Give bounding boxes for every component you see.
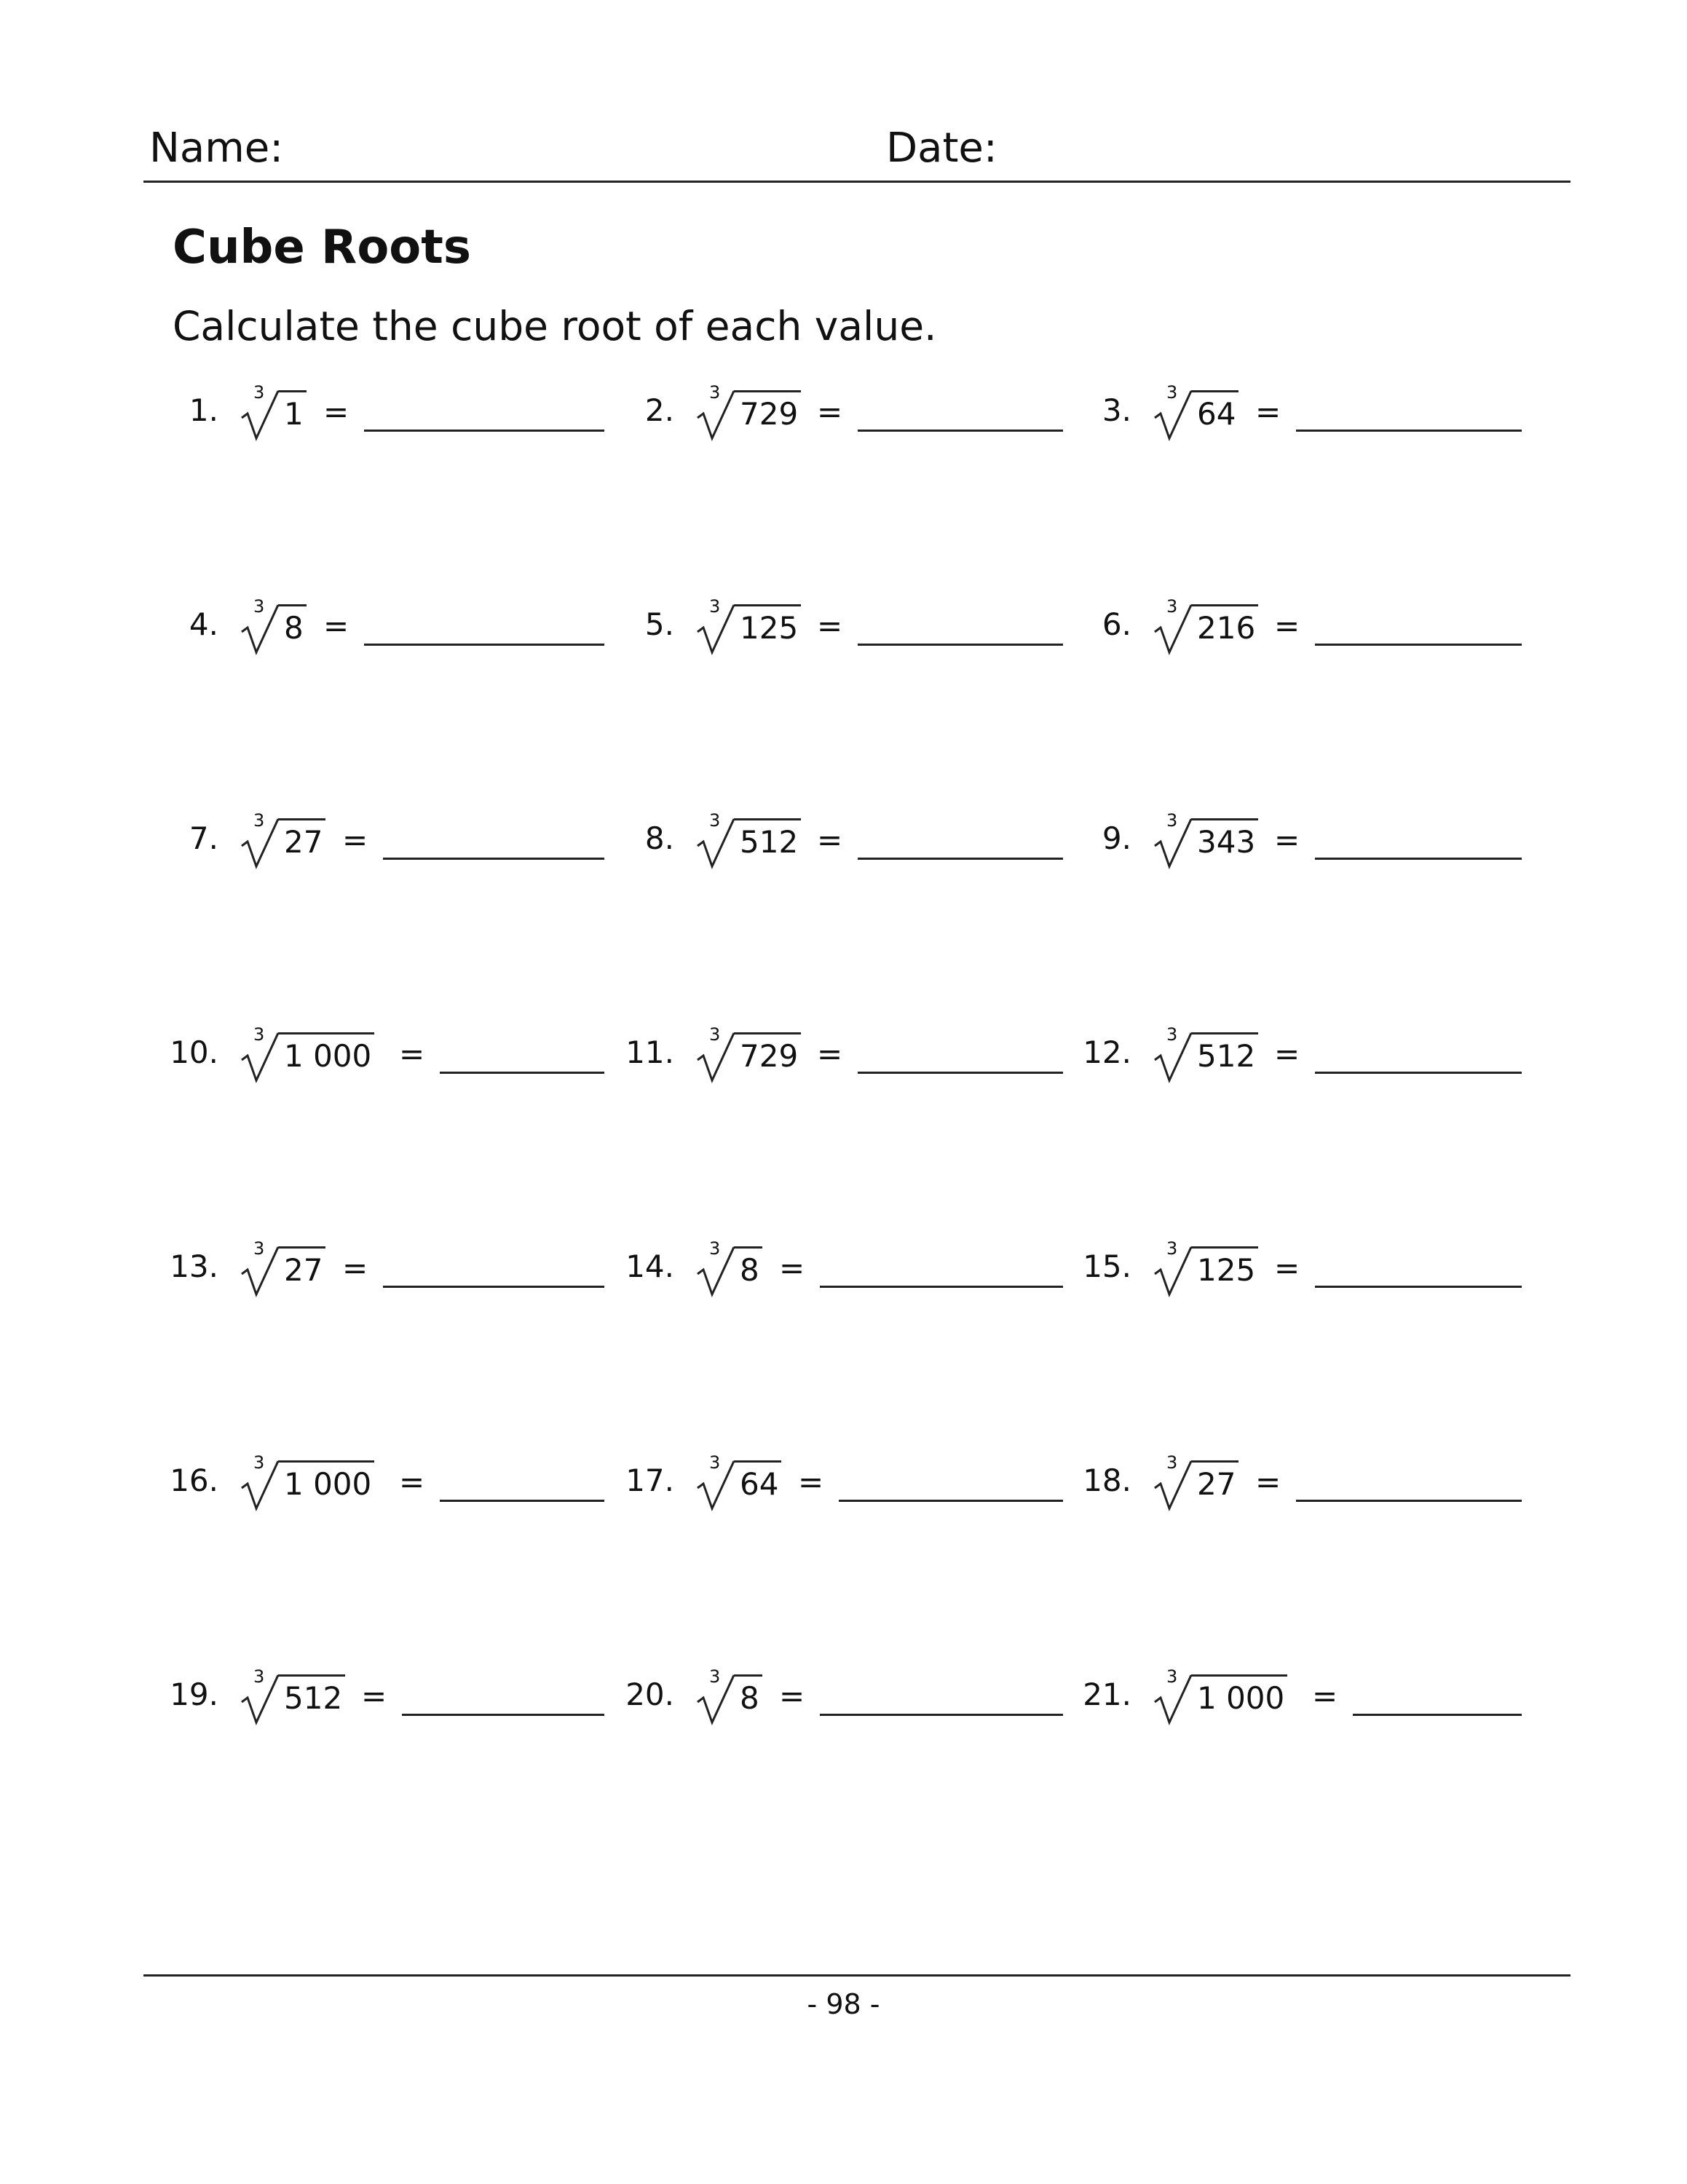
answer-blank[interactable] (440, 1500, 604, 1502)
answer-blank[interactable] (402, 1714, 604, 1716)
radicand: 64 (734, 1460, 781, 1505)
equals-sign: = (1312, 1678, 1338, 1714)
equals-sign: = (779, 1250, 805, 1286)
problem-number: 14. (625, 1249, 674, 1284)
footer-divider (143, 1974, 1571, 1977)
root-index: 3 (1166, 1024, 1178, 1045)
problem-item (631, 807, 1063, 872)
radicand: 1 000 (1191, 1674, 1287, 1719)
problem-number: 19. (170, 1677, 218, 1712)
equals-sign: = (323, 608, 349, 644)
worksheet-title: Cube Roots (173, 221, 471, 274)
answer-blank[interactable] (858, 430, 1063, 432)
problem-number: 15. (1083, 1249, 1131, 1284)
radicand: 1 (278, 390, 307, 435)
radicand: 8 (734, 1246, 762, 1291)
problem-item (625, 1021, 1063, 1086)
problem-item (625, 1235, 1063, 1300)
problem-number: 6. (1102, 606, 1131, 642)
radicand: 512 (734, 818, 801, 863)
problem-item (1088, 379, 1522, 444)
answer-blank[interactable] (820, 1714, 1063, 1716)
problem-item (625, 1449, 1063, 1514)
answer-blank[interactable] (1296, 1500, 1522, 1502)
problem-item (1088, 593, 1522, 658)
root-index: 3 (709, 1024, 721, 1045)
problem-item (1083, 1235, 1522, 1300)
answer-blank[interactable] (858, 858, 1063, 860)
equals-sign: = (361, 1678, 387, 1714)
equals-sign: = (1274, 1250, 1300, 1286)
root-index: 3 (253, 596, 265, 617)
equals-sign: = (817, 1036, 843, 1072)
root-index: 3 (253, 1238, 265, 1259)
equals-sign: = (1274, 822, 1300, 858)
date-label: Date: (886, 124, 997, 172)
answer-blank[interactable] (383, 1286, 604, 1288)
problem-number: 4. (189, 606, 218, 642)
equals-sign: = (798, 1464, 824, 1500)
answer-blank[interactable] (820, 1286, 1063, 1288)
equals-sign: = (342, 1250, 368, 1286)
problem-number: 17. (625, 1463, 674, 1498)
equals-sign: = (399, 1464, 425, 1500)
radicand: 343 (1191, 818, 1258, 863)
problem-item (1083, 1021, 1522, 1086)
root-index: 3 (1166, 810, 1178, 831)
name-label: Name: (149, 124, 284, 172)
problem-number: 1. (189, 392, 218, 428)
answer-blank[interactable] (1315, 1286, 1522, 1288)
equals-sign: = (817, 822, 843, 858)
radicand: 729 (734, 390, 801, 435)
problem-item (631, 379, 1063, 444)
radicand: 64 (1191, 390, 1238, 435)
radicand: 27 (1191, 1460, 1238, 1505)
radicand: 1 000 (278, 1032, 374, 1077)
problem-item (170, 1663, 604, 1728)
radicand: 8 (734, 1674, 762, 1719)
problem-number: 12. (1083, 1034, 1131, 1070)
equals-sign: = (399, 1036, 425, 1072)
answer-blank[interactable] (1353, 1714, 1522, 1716)
problem-number: 5. (644, 606, 674, 642)
problem-item (170, 1021, 604, 1086)
root-index: 3 (253, 810, 265, 831)
root-index: 3 (1166, 1666, 1178, 1687)
root-index: 3 (709, 382, 721, 403)
problem-item (631, 593, 1063, 658)
radicand: 8 (278, 604, 307, 649)
radicand: 125 (734, 604, 801, 649)
problem-number: 7. (189, 820, 218, 856)
problem-item (175, 593, 604, 658)
radicand: 1 000 (278, 1460, 374, 1505)
equals-sign: = (817, 394, 843, 430)
equals-sign: = (1255, 1464, 1281, 1500)
root-index: 3 (709, 1238, 721, 1259)
answer-blank[interactable] (1315, 1072, 1522, 1074)
answer-blank[interactable] (364, 430, 604, 432)
instructions: Calculate the cube root of each value. (173, 303, 937, 349)
problem-number: 20. (625, 1677, 674, 1712)
root-index: 3 (253, 1666, 265, 1687)
problem-item (1088, 807, 1522, 872)
root-index: 3 (1166, 596, 1178, 617)
problem-item (175, 379, 604, 444)
root-index: 3 (709, 1452, 721, 1473)
problem-item (170, 1449, 604, 1514)
name-date-header (143, 116, 1571, 183)
radicand: 216 (1191, 604, 1258, 649)
equals-sign: = (817, 608, 843, 644)
radicand: 27 (278, 818, 325, 863)
equals-sign: = (779, 1678, 805, 1714)
answer-blank[interactable] (1315, 644, 1522, 646)
root-index: 3 (1166, 382, 1178, 403)
problem-number: 2. (644, 392, 674, 428)
equals-sign: = (342, 822, 368, 858)
problem-number: 21. (1083, 1677, 1131, 1712)
problem-number: 8. (644, 820, 674, 856)
problem-item (175, 807, 604, 872)
root-index: 3 (1166, 1238, 1178, 1259)
root-index: 3 (253, 382, 265, 403)
root-index: 3 (1166, 1452, 1178, 1473)
equals-sign: = (323, 394, 349, 430)
page-number: - 98 - (807, 1988, 880, 2020)
radicand: 512 (278, 1674, 345, 1719)
problem-item (1083, 1449, 1522, 1514)
problem-number: 3. (1102, 392, 1131, 428)
root-index: 3 (253, 1024, 265, 1045)
problem-item (625, 1663, 1063, 1728)
problem-item (1083, 1663, 1522, 1728)
problem-number: 18. (1083, 1463, 1131, 1498)
answer-blank[interactable] (383, 858, 604, 860)
answer-blank[interactable] (364, 644, 604, 646)
equals-sign: = (1274, 608, 1300, 644)
root-index: 3 (709, 596, 721, 617)
answer-blank[interactable] (1296, 430, 1522, 432)
radicand: 512 (1191, 1032, 1258, 1077)
answer-blank[interactable] (858, 644, 1063, 646)
answer-blank[interactable] (440, 1072, 604, 1074)
equals-sign: = (1255, 394, 1281, 430)
problem-number: 10. (170, 1034, 218, 1070)
problem-number: 16. (170, 1463, 218, 1498)
problem-number: 13. (170, 1249, 218, 1284)
problem-number: 11. (625, 1034, 674, 1070)
radicand: 125 (1191, 1246, 1258, 1291)
problem-number: 9. (1102, 820, 1131, 856)
answer-blank[interactable] (1315, 858, 1522, 860)
answer-blank[interactable] (858, 1072, 1063, 1074)
answer-blank[interactable] (839, 1500, 1063, 1502)
problem-item (170, 1235, 604, 1300)
radicand: 27 (278, 1246, 325, 1291)
root-index: 3 (253, 1452, 265, 1473)
equals-sign: = (1274, 1036, 1300, 1072)
root-index: 3 (709, 810, 721, 831)
radicand: 729 (734, 1032, 801, 1077)
root-index: 3 (709, 1666, 721, 1687)
